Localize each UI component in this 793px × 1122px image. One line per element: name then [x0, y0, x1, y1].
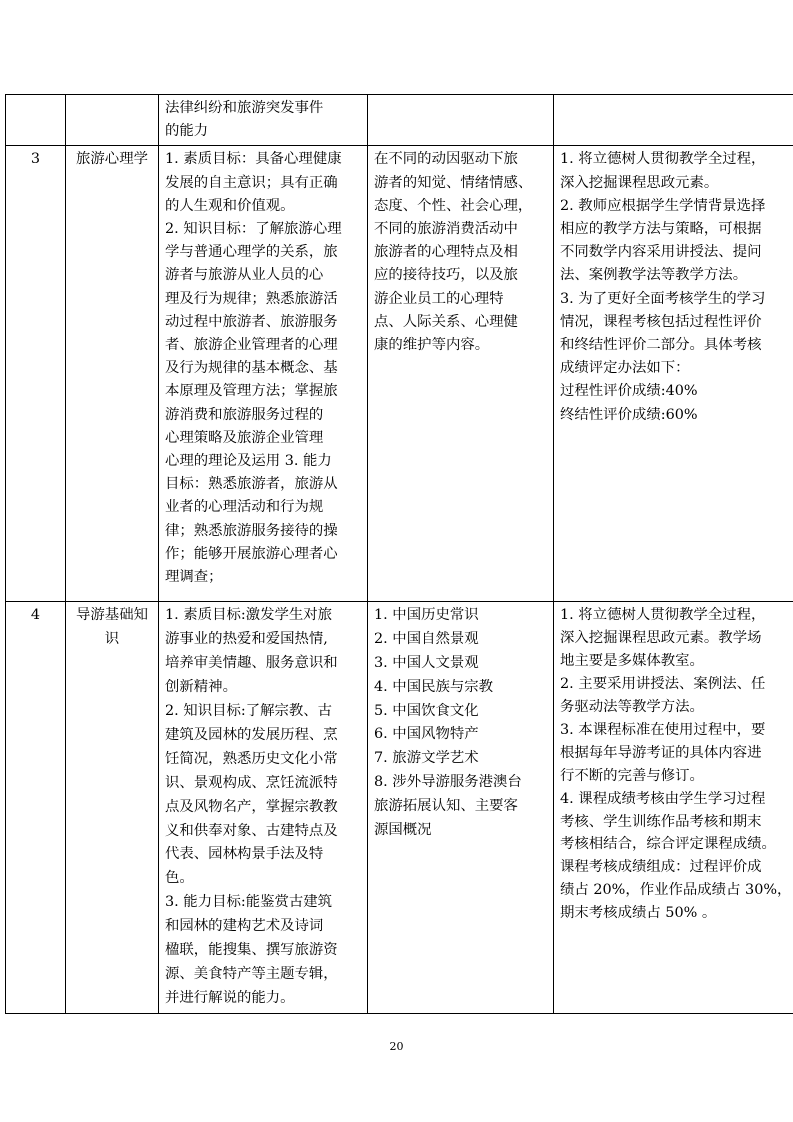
cell-text-line: 作；能够开展旅游心理者心	[165, 545, 338, 562]
cell-text-line: 游者的知觉、情绪情感、	[374, 174, 533, 191]
course-content-cell	[368, 95, 554, 146]
cell-text-line: 及行为规律的基本概念、基	[165, 360, 338, 377]
cell-text-line: 色。	[165, 870, 194, 887]
cell-text-line: 不同数学内容采用讲授法、提问	[560, 244, 762, 261]
cell-text-line: 源、美食特产等主题专辑，	[165, 966, 338, 982]
cell-text-line: 3. 中国人文景观	[374, 655, 479, 671]
cell-text-line: 2. 知识目标:了解宗教、古	[165, 703, 333, 720]
cell-text-line: 2. 知识目标：了解旅游心理	[165, 221, 342, 238]
cell-text-line: 地主要是多媒体教室。	[560, 653, 704, 670]
cell-text-line: 在不同的动因驱动下旅	[374, 151, 518, 168]
cell-text-line: 根据每年导游考证的具体内容进	[560, 744, 762, 761]
cell-text-line: 游消费和旅游服务过程的	[165, 406, 324, 423]
course-name-cell: 旅游心理学	[66, 146, 159, 602]
cell-text-line: 代表、园林构景手法及特	[165, 846, 324, 863]
cell-text-line: 的能力	[165, 123, 209, 140]
cell-text-line: 源国概况	[374, 821, 432, 838]
cell-text-line: 考核相结合，综合评定课程成绩。	[560, 836, 776, 853]
cell-text-line: 动过程中旅游者、旅游服务	[165, 313, 338, 330]
cell-text-line: 法、案例教学法等教学方法。	[560, 267, 748, 284]
cell-text-line: 1. 将立德树人贯彻教学全过程，	[560, 607, 766, 624]
table-row	[6, 95, 793, 146]
cell-text-line: 情况，课程考核包括过程性评价	[560, 313, 762, 330]
cell-text-line: 3. 为了更好全面考核学生的学习	[560, 290, 766, 307]
cell-text-line: 并进行解说的能力。	[165, 989, 295, 1006]
cell-text-line: 理及行为规律；熟悉旅游活	[165, 290, 338, 307]
cell-text-line: 楹联，能搜集、撰写旅游资	[165, 942, 338, 959]
cell-text-line: 康的维护等内容。	[374, 337, 490, 354]
cell-text-line: 和终结性评价二部分。具体考核	[560, 337, 762, 354]
cell-text-line: 2. 主要采用讲授法、案例法、任	[560, 676, 766, 693]
cell-text-line: 不同的旅游消费活动中	[374, 221, 518, 238]
cell-text-line: 过程性评价成绩:40%	[560, 383, 698, 400]
cell-text-line: 1. 素质目标：具备心理健康	[165, 151, 342, 168]
cell-text-line: 饪简况，熟悉历史文化小常	[165, 750, 338, 767]
cell-text-line: 发展的自主意识；具有正确	[165, 174, 338, 191]
cell-text-line: 和园林的建构艺术及诗词	[165, 918, 324, 935]
cell-text-line: 创新精神。	[165, 679, 237, 696]
course-number-cell	[6, 95, 66, 146]
course-content-cell	[368, 146, 554, 602]
cell-text-line: 终结性评价成绩:60%	[560, 406, 698, 423]
cell-text-line: 2. 教师应根据学生学情背景选择	[560, 197, 766, 214]
cell-text-line: 成绩评定办法如下：	[560, 360, 690, 377]
table-row	[6, 146, 793, 602]
cell-text-line: 绩占 20%，作业作品成绩占 30%，	[560, 882, 792, 899]
cell-text-line: 6. 中国风物特产	[374, 726, 479, 743]
cell-text-line: 考核、学生训练作品考核和期末	[560, 813, 762, 830]
cell-text-line: 课程考核成绩组成：过程评价成	[560, 859, 762, 876]
course-goals-cell	[159, 602, 368, 1013]
cell-text-line: 学与普通心理学的关系，旅	[165, 244, 338, 261]
cell-text-line: 建筑及园林的发展历程、烹	[165, 726, 338, 743]
cell-text-line: 业者的心理活动和行为规	[165, 499, 324, 516]
cell-text-line: 深入挖掘课程思政元素。教学场	[560, 630, 762, 647]
cell-text-line: 期末考核成绩占 50% 。	[560, 905, 717, 922]
cell-text-line: 应的接待技巧，以及旅	[374, 267, 518, 284]
cell-text-line: 游事业的热爱和爱国热情,	[165, 631, 328, 648]
course-number-cell: 4	[6, 602, 66, 1013]
cell-text-line: 义和供奉对象、古建特点及	[165, 822, 338, 839]
cell-text-line: 态度、个性、社会心理，	[374, 197, 533, 214]
course-standard-table	[5, 94, 793, 1014]
table-row	[6, 602, 793, 1013]
cell-text-line: 点及风物名产，掌握宗教教	[165, 798, 338, 815]
cell-text-line: 8. 涉外导游服务港澳台	[374, 773, 522, 790]
cell-text-line: 4. 课程成绩考核由学生学习过程	[560, 790, 766, 807]
cell-text-line: 律；熟悉旅游服务接待的操	[165, 522, 338, 539]
cell-text-line: 务驱动法等教学方法。	[560, 699, 704, 716]
cell-text-line: 目标：熟悉旅游者，旅游从	[165, 476, 338, 493]
cell-text-line: 本原理及管理方法；掌握旅	[165, 383, 338, 400]
cell-text-line: 1. 素质目标:激发学生对旅	[165, 607, 333, 624]
cell-text-line: 游者与旅游从业人员的心	[165, 267, 324, 284]
course-name-cell: 导游基础知识	[66, 602, 159, 1013]
cell-text-line: 1. 将立德树人贯彻教学全过程，	[560, 151, 766, 168]
teaching-requirements-cell	[554, 146, 793, 602]
cell-text-line: 5. 中国饮食文化	[374, 702, 479, 719]
cell-text-line: 游企业员工的心理特	[374, 290, 504, 307]
cell-text-line: 心理策略及旅游企业管理	[165, 429, 324, 446]
cell-text-line: 旅游者的心理特点及相	[374, 244, 518, 261]
page-number: 20	[389, 1040, 404, 1053]
course-number-cell: 3	[6, 146, 66, 602]
cell-text-line: 3. 本课程标准在使用过程中，要	[560, 721, 766, 738]
course-goals-cell	[159, 146, 368, 602]
cell-text-line: 培养审美情趣、服务意识和	[165, 655, 338, 672]
cell-text-line: 1. 中国历史常识	[374, 607, 479, 624]
cell-text-line: 相应的教学方法与策略，可根据	[560, 221, 762, 238]
cell-text-line: 法律纠纷和旅游突发事件	[165, 100, 324, 116]
cell-text-line: 3. 能力目标:能鉴赏古建筑	[165, 894, 333, 911]
cell-text-line: 点、人际关系、心理健	[374, 313, 518, 330]
cell-text-line: 识、景观构成、烹饪流派特	[165, 774, 338, 791]
cell-text-line: 行不断的完善与修订。	[560, 767, 704, 784]
course-name-cell	[66, 95, 159, 146]
teaching-requirements-cell	[554, 602, 793, 1013]
cell-text-line: 2. 中国自然景观	[374, 631, 479, 648]
teaching-requirements-cell	[554, 95, 793, 146]
cell-text-line: 的人生观和价值观。	[165, 197, 295, 214]
course-content-cell	[368, 602, 554, 1013]
cell-text-line: 理调查；	[165, 569, 223, 586]
cell-text-line: 4. 中国民族与宗教	[374, 678, 494, 695]
cell-text-line: 者、旅游企业管理者的心理	[165, 337, 338, 354]
course-goals-cell	[159, 95, 368, 146]
cell-text-line: 旅游拓展认知、主要客	[374, 797, 518, 814]
cell-text-line: 心理的理论及运用 3. 能力	[165, 453, 332, 470]
cell-text-line: 深入挖掘课程思政元素。	[560, 174, 719, 191]
cell-text-line: 7. 旅游文学艺术	[374, 750, 479, 767]
